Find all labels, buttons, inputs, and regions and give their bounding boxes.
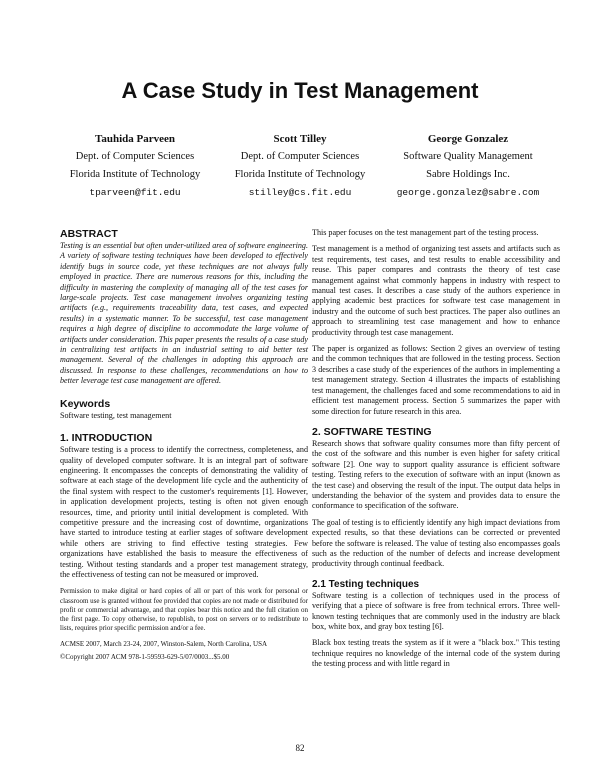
author-email: stilley@cs.fit.edu	[248, 187, 352, 198]
author-dept: Dept. of Computer Sciences	[240, 151, 360, 162]
keywords-text: Software testing, test management	[60, 410, 172, 420]
paragraph: The paper is organized as follows: Section 2 gives an overview of testing and the common techniques that are followed in the testing process. Section 3 describes a case study of the experiences of the authors in implementing a test management strategy. Section 4 illustrates the impacts of establishing test management, the challenges faced and some recommendations to aid in efficient test management process. Section 5 summarizes the paper with some direction for future research in this area.	[312, 344, 560, 416]
intro-text: Software testing is a process to identify the correctness, completeness, and quality of developed computer software. It is an integral part of software engineering. It encompasses the concepts of demonstrating the validity of software at each stage of the development life cycle and the authenticity of the final system with respect to the customer's requirements [1]. However, in application development projects, testing is often not given enough resources, time, and priority until initial development is completed. With competitive pressure and the increasing cost of downtime, organizations have started to introduce testing at earlier stages of software development while others are striving to find effective testing strategies. Few organizations have established the basis to measure the effectiveness of testing. Without testing standards and a proper test management strategy, the effectiveness of testing can not be measured or improved.	[60, 445, 308, 579]
author-email: tparveen@fit.edu	[89, 187, 181, 198]
author-org: Florida Institute of Technology	[234, 169, 366, 180]
copyright-notice: ©Copyright 2007 ACM 978-1-59593-629-5/07/0003...$5.00	[60, 652, 230, 661]
author-block-3	[378, 130, 558, 202]
author-email: george.gonzalez@sabre.com	[396, 187, 540, 198]
intro-heading: 1. INTRODUCTION	[60, 432, 153, 445]
author-org: Sabre Holdings Inc.	[426, 169, 510, 180]
author-org: Florida Institute of Technology	[69, 169, 201, 180]
paragraph: Research shows that software quality consumes more than fifty percent of the cost of the software and this number is even higher for safety critical software [2]. One way to support quality assurance is efficient software testing. Testing refers to the execution of software with an input (known as the test case) and observing the result of the input. The output data helps in understanding the behavior of the system and provides data to ensure the conformance to specification of the software.	[312, 438, 560, 511]
keywords-heading: Keywords	[60, 397, 111, 410]
permission-notice: Permission to make digital or hard copies of all or part of this work for personal or classroom use is granted without fee provided that copies are not made or distributed for profit or commercial advantage, and that copies bear this notice and the full citation on the first page. To copy otherwise, to republish, to post on servers or to redistribute to lists, requires prior specific permission and/or a fee.	[60, 587, 308, 633]
page-number: 82	[295, 743, 305, 753]
paragraph: Test management is a method of organizing test assets and artifacts such as test requirements, test cases, and test results to enable accessibility and reuse. This paper compares and contrasts the theory of test case management against what commonly happens in industry with respect to manual test cases. It describes a case study of the authors experience in applying academic best practices for software test case management in industry and the outcome of such best practices. The paper also outlines an approach to streamlining test case management and how to enhance productivity through test case management.	[312, 244, 560, 337]
abstract-heading: ABSTRACT	[60, 228, 118, 240]
paragraph: This paper focuses on the test management part of the testing process.	[312, 228, 539, 237]
section-heading-testing: 2. SOFTWARE TESTING	[312, 425, 432, 438]
author-dept: Dept. of Computer Sciences	[75, 151, 195, 162]
author-name: George Gonzalez	[427, 133, 509, 145]
conference-info: ACMSE 2007, March 23-24, 2007, Winston-Salem, North Carolina, USA	[60, 640, 268, 649]
author-block-1	[45, 130, 225, 202]
subsection-heading-techniques: 2.1 Testing techniques	[312, 578, 420, 590]
paragraph: Software testing is a collection of techniques used in the process of verifying that a piece of software is free from technical errors. Three well-known testing techniques that are commonly used in the industry are black box, white box, and gray box testing [6].	[312, 590, 560, 631]
paragraph: The goal of testing is to efficiently identify any high impact deviations from expected results, so that these deviations can be corrected or prevented before the software is released. The value of testing also encompasses goals such as the reduction of the number of defects and increase development productivity through continual feedback.	[312, 517, 560, 569]
paragraph: Black box testing treats the system as if it were a "black box." This testing technique requires no knowledge of the internal code of the system during the testing process and with little regard in	[312, 638, 560, 669]
right-column	[312, 228, 560, 670]
author-name: Tauhida Parveen	[95, 133, 175, 145]
author-name: Scott Tilley	[273, 133, 327, 145]
paper-title: A Case Study in Test Management	[121, 78, 479, 103]
author-block-2	[210, 130, 390, 202]
left-column	[60, 228, 308, 662]
author-dept: Software Quality Management	[403, 151, 533, 162]
abstract-text: Testing is an essential but often under-utilized area of software engineering. A variety of software testing techniques have been developed to effectively identify bugs in source code, yet these techniques are not always fully employed in practice. There are numerous reasons for this, including the difficulty in mastering the complexity of managing all of the test cases for large-scale projects. Test case management involves organizing testing artifacts (e.g., requirements traceability data, test cases, and expected results) in a systematic manner. To be successful, test case management requires a high degree of discipline to accommodate the large volume of artifacts under consideration. This paper presents the results of a case study in centralizing test artifacts in an industrial setting to aid better test management. Several of the challenges in adopting this approach are discussed. In response to these challenges, recommendations on how to better leverage test case management are offered.	[60, 241, 308, 386]
